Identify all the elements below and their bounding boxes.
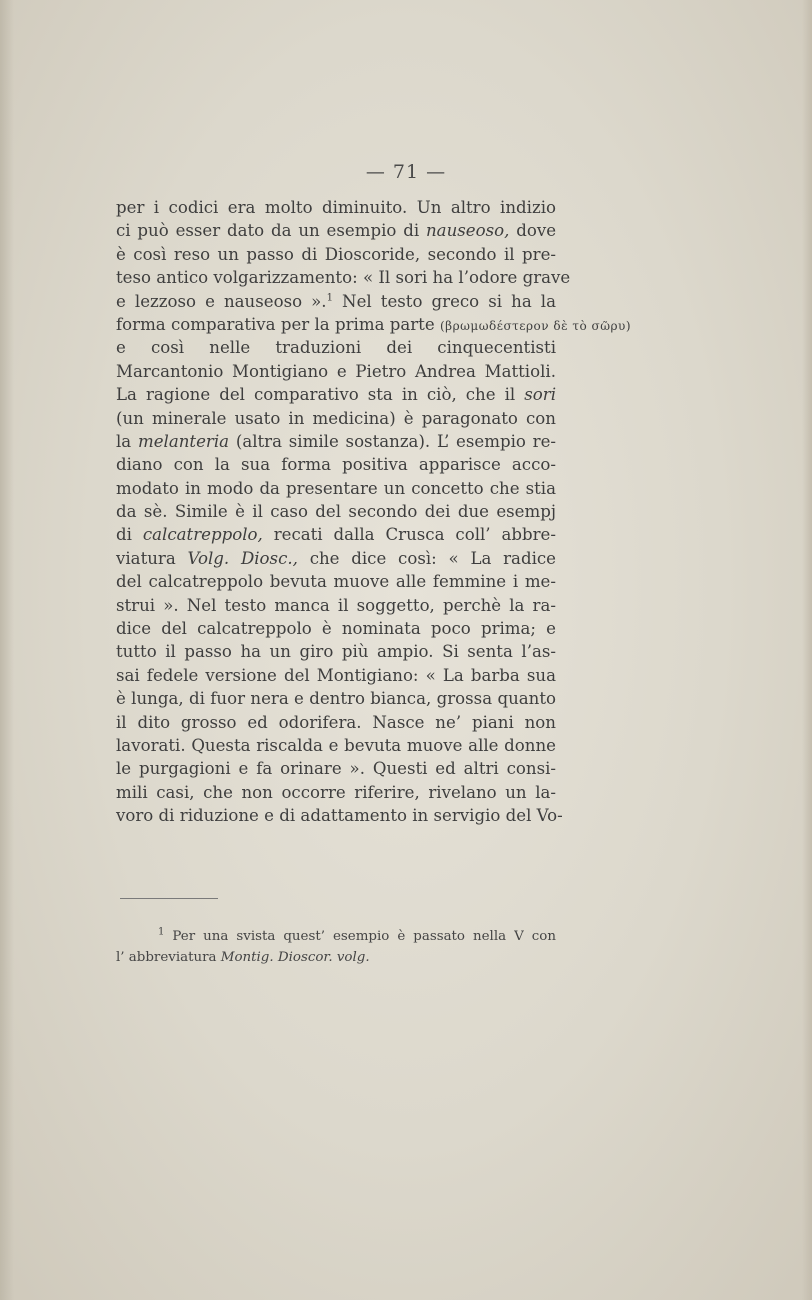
text-line: teso antico volgarizzamento: « Il sori ha l’odore grave — [116, 268, 571, 288]
text-line: (un minerale usato in medicina) è paragonato con — [116, 408, 556, 428]
text-line: le purgagioni e fa orinare ». Questi ed altri consi- — [116, 759, 556, 779]
italic-citation: Montig. Dioscor. volg. — [220, 950, 370, 965]
text-line: è lunga, di fuor nera e dentro bianca, grossa quanto — [116, 689, 556, 709]
text-line: da sè. Simile è il caso del secondo dei due esempj — [116, 502, 556, 522]
page-edge-left — [0, 0, 14, 1300]
text-line: e così nelle traduzioni dei cinquecentisti — [116, 338, 556, 358]
text-line: dice del calcatreppolo è nominata poco prima; e — [116, 619, 556, 639]
body-text — [116, 196, 632, 828]
text-line: tutto il passo ha un giro più ampio. Si senta l’as- — [116, 642, 556, 662]
text-line: il dito grosso ed odorifera. Nasce ne’ piani non — [116, 712, 556, 732]
text-line: viatura Volg. Diosc., che dice così: « La radice — [116, 548, 556, 568]
footnote-line: $^1$ Per una svista quest’ esempio è passato nella V con — [158, 926, 556, 944]
text-line: voro di riduzione e di adattamento in servigio del Vo- — [116, 806, 563, 826]
text-line: sai fedele versione del Montigiano: « La barba sua — [116, 665, 556, 685]
italic-term: calcatreppolo, — [142, 525, 263, 545]
text-line: La ragione del comparativo sta in ciò, che il sori — [116, 385, 556, 405]
text-line: e lezzoso e nauseoso ».$^1$ Nel testo greco si ha la — [116, 291, 556, 311]
text-line: diano con la sua forma positiva apparisce acco- — [116, 455, 556, 475]
text-line: modato in modo da presentare un concetto che stia — [116, 478, 556, 498]
text-line: ci può esser dato da un esempio di nauseoso, dove — [116, 221, 557, 241]
text-line: è così reso un passo di Dioscoride, secondo il pre- — [116, 244, 556, 264]
italic-term: Volg. Diosc., — [187, 548, 298, 568]
text-line: mili casi, che non occorre riferire, rivelano un la- — [116, 782, 556, 802]
text-line: Marcantonio Montigiano e Pietro Andrea Mattioli. — [116, 361, 556, 381]
text-line: lavorati. Questa riscalda e bevuta muove alle donne — [116, 735, 556, 755]
page-number: — 71 — — [365, 161, 447, 183]
footnote-number: 1 — [158, 926, 165, 938]
greek-phrase: (βρωμωδέστερον δὲ τὸ σῶρυ) — [439, 318, 632, 333]
page-edge-right — [802, 0, 812, 1300]
italic-term: nauseoso, — [425, 221, 510, 241]
text-line: di calcatreppolo, recati dalla Crusca coll’ abbre- — [116, 525, 556, 545]
text-line: strui ». Nel testo manca il soggetto, perchè la ra- — [116, 595, 556, 615]
text-line: forma comparativa per la prima parte (βρωμωδέστερον δὲ τὸ σῶρυ) — [116, 314, 632, 334]
footnote — [116, 926, 556, 968]
text-line: la melanteria (altra simile sostanza). L’ esempio re- — [116, 431, 557, 451]
italic-term: sori — [524, 385, 556, 405]
footnote-mark: 1 — [326, 292, 333, 304]
footnote-line: l’ abbreviatura Montig. Dioscor. volg. — [116, 950, 370, 965]
text-line: per i codici era molto diminuito. Un altro indizio — [116, 198, 556, 217]
footnote-divider — [120, 898, 218, 899]
text-line: del calcatreppolo bevuta muove alle femmine i me- — [116, 572, 556, 592]
italic-term: melanteria — [137, 431, 230, 451]
